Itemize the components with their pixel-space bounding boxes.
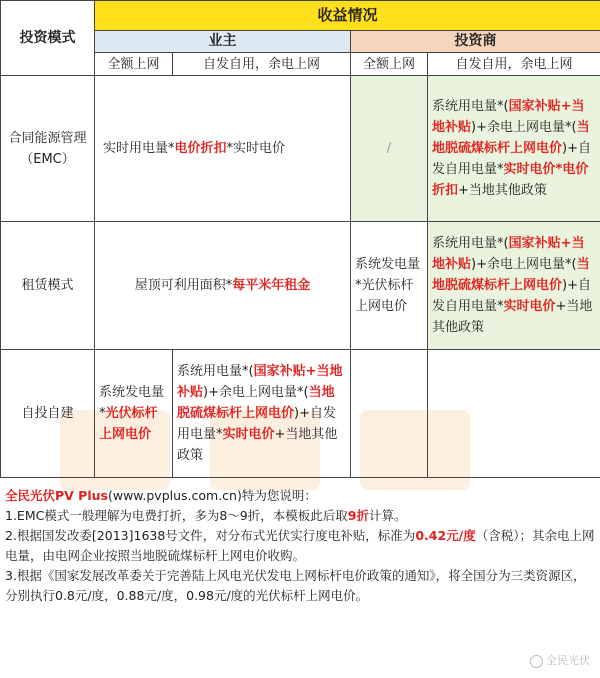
watermark-caption: 全民光伏 [530,652,590,668]
investor-full-cell: 系统发电量*光伏标杆上网电价 [351,222,428,350]
note-1: 1.EMC模式一般理解为电费打折，多为8～9折，本模板此后取9折计算。 [5,508,407,523]
row-label: 合同能源管理（EMC） [1,76,95,222]
row-label: 租赁模式 [1,222,95,350]
income-header: 收益情况 [95,1,600,31]
col-investor-full: 全额上网 [351,53,428,76]
table-row [1,76,600,222]
notes-section [0,484,600,606]
investor-self-cell: 系统用电量*(国家补贴+当地补贴)+余电上网电量*(当地脱硫煤标杆上网电价)+自发自用电量*实时电价*电价折扣+当地其他政策 [428,76,600,222]
col-owner-self: 自发自用，余电上网 [173,53,351,76]
investor-header: 投资商 [351,31,600,53]
notes-intro: 全民光伏PV Plus(www.pvplus.com.cn)特为您说明： [5,488,317,503]
owner-income-cell: 屋顶可利用面积*每平米年租金 [95,222,351,350]
brand-link[interactable]: 全民光伏PV Plus [5,488,108,503]
row-label: 自投自建 [1,350,95,478]
table-row [1,222,600,350]
investor-full-cell: / [351,76,428,222]
owner-header: 业主 [95,31,351,53]
table-row [1,350,600,478]
owner-full-cell: 系统发电量*光伏标杆上网电价 [95,350,173,478]
empty-cell [351,350,428,478]
owner-self-cell: 系统用电量*(国家补贴+当地补贴)+余电上网电量*(当地脱硫煤标杆上网电价)+自发用电量*实时电价+当地其他政策 [173,350,351,478]
owner-income-cell: 实时用电量*电价折扣*实时电价 [95,76,351,222]
col-investor-self: 自发自用，余电上网 [428,53,600,76]
wechat-icon [530,655,543,668]
investor-self-cell: 系统用电量*(国家补贴+当地补贴)+余电上网电量*(当地脱硫煤标杆上网电价)+自发自用电量*实时电价+当地其他政策 [428,222,600,350]
empty-cell [428,350,600,478]
col-owner-full: 全额上网 [95,53,173,76]
note-3: 3.根据《国家发展改革委关于完善陆上风电光伏发电上网标杆电价政策的通知》，将全国分为三类资源区，分别执行0.8元/度，0.88元/度，0.98元/度的光伏标杆上网电价。 [5,568,586,603]
mode-header: 投资模式 [1,1,95,76]
note-2: 2.根据国发改委[2013]1638号文件，对分布式光伏实行度电补贴，标准为0.42元/度（含税）；其余电上网电量，由电网企业按照当地脱硫煤标杆上网电价收购。 [5,528,595,563]
